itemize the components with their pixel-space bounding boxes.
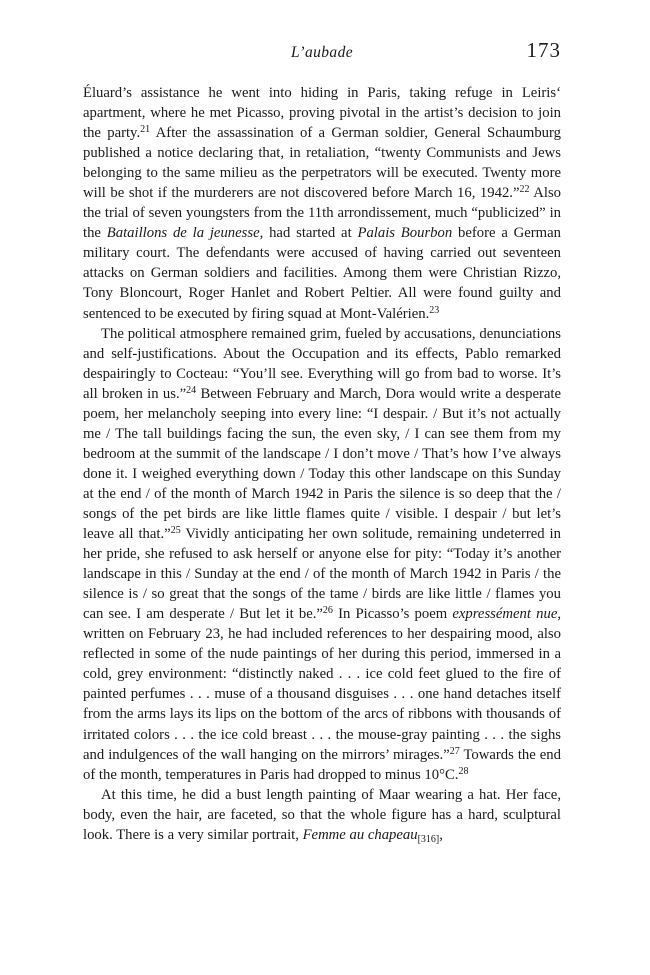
footnote-ref: 23 [429,304,440,316]
text-run: The political atmosphere remained grim, fueled by accusations, denunciations and self-justifications. About the Occupation and its effects, Pablo remarked despairingly to Cocteau: “You’ll see. Everything will go from bad to worse. It’s all broken in us.” [83,325,561,402]
footnote-ref: 21 [140,124,151,136]
text-run: Vividly anticipating her own solitude, remaining undeterred in her pride, she refused to ask herself or anyone else for pity: “Today it’s another landscape in this / Sunday at the end / of the month of March 1942 in Paris / the silence is / so great that the songs of the tame / birds are like little / flames you can see. I am desperate / But let it be.” [83,526,561,623]
italic-title: expressément nue [452,606,558,623]
text-run: Also the trial of seven youngsters from the 11th arrondissement, much “publicized” in the [83,185,561,242]
italic-title: Palais Bourbon [357,225,453,242]
running-head: L’aubade [290,44,354,61]
footnote-ref: 27 [449,745,460,757]
paragraph-3 [83,785,561,845]
italic-title: Bataillons de la jeunesse [106,225,260,242]
paragraph-1 [83,83,561,324]
text-run: , written on February 23, he had included references to her despairing mood, also reflected in some of the nude paintings of her during this period, immersed in a cold, grey environment: “distinctly naked . . . ice cold feet glued to the fire of painted perfumes . . . muse of a thousand disguises . . . one hand detaches itself from the arms lays its lips on the bottom of the arcs of ribbons with thousands of irritated colors . . . the ice cold breast . . . the mouse-gray painting . . . the sighs and indulgences of the wall hanging on the mirrors’ mirages.” [83,606,562,763]
footnote-ref: 28 [458,765,469,777]
footnote-ref: 25 [170,525,181,537]
text-run: Towards the end of the month, temperatures in Paris had dropped to minus 10°C. [83,746,561,783]
text-run: , had started at [259,225,358,242]
page-number: 173 [526,38,561,62]
text-run: After the assassination of a German soldier, General Schaumburg published a notice declaring that, in retaliation, “twenty Communists and Jews belonging to the same milieu as the perpetrators will be executed. Twenty more will be shot if the murderers are not discovered before March 16, 1942.” [83,125,561,202]
text-run: before a German military court. The defendants were accused of having carried out seventeen attacks on German soldiers and facilities. Among them were Christian Rizzo, Tony Bloncourt, Roger Hanlet and Robert Peltier. All were found guilty and sentenced to be executed by firing squad at Mont-Valérien. [83,225,561,322]
italic-title: Femme au chapeau [302,826,418,843]
body-text [83,83,561,845]
text-run: At this time, he did a bust length painting of Maar wearing a hat. Her face, body, even the hair, are faceted, so that the whole figure has a hard, sculptural look. There is a very similar portrait, [83,786,561,843]
footnote-ref: 24 [186,384,197,396]
figure-ref: [316] [417,833,440,845]
page-header [83,38,561,68]
text-run: , [439,826,443,843]
footnote-ref: 22 [519,184,530,196]
paragraph-2 [83,324,561,785]
text-run: Between February and March, Dora would write a desperate poem, her melancholy seeping into every line: “I despair. / But it’s not actually me / The tall buildings facing the sun, the even sky, / I can see them from my bedroom at the summit of the landscape / I don’t move / That’s how I’ve always done it. I weighed everything down / Today this other landscape on this Sunday at the end / of the month of March 1942 in Paris the silence is so deep that the / songs of the pet birds are like little flames quite / visible. I despair / but let’s leave all that.” [83,385,562,543]
text-run: In Picasso’s poem [332,606,453,623]
footnote-ref: 26 [322,605,333,617]
text-run: Éluard’s assistance he went into hiding in Paris, taking refuge in Leiris‘ apartment, where he met Picasso, proving pivotal in the artist’s decision to join the party. [83,85,561,142]
